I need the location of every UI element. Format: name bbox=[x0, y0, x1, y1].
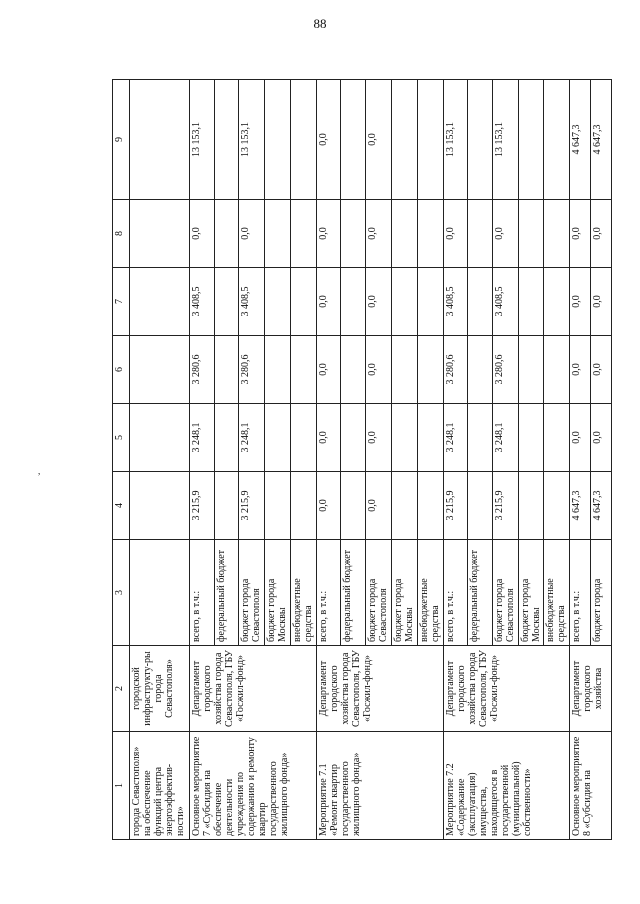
value-cell: 3 408,5 bbox=[443, 268, 467, 336]
value-cell bbox=[130, 336, 190, 404]
value-cell: 4 647,3 bbox=[570, 80, 591, 200]
value-cell bbox=[214, 472, 238, 540]
value-cell: 0,0 bbox=[365, 336, 391, 404]
header-cell: 1 bbox=[113, 732, 130, 840]
value-cell: 0,0 bbox=[591, 404, 612, 472]
value-cell bbox=[544, 404, 570, 472]
funding-source-cell: всего, в т.ч.: bbox=[570, 540, 591, 646]
value-cell bbox=[518, 200, 544, 268]
value-cell bbox=[518, 336, 544, 404]
value-cell bbox=[341, 80, 365, 200]
value-cell bbox=[265, 80, 291, 200]
funding-source-cell: внебюджетные средства bbox=[417, 540, 443, 646]
value-cell: 3 280,6 bbox=[443, 336, 467, 404]
value-cell: 0,0 bbox=[316, 472, 340, 540]
stray-mark: , bbox=[38, 466, 41, 476]
value-cell bbox=[265, 472, 291, 540]
funding-source-cell: всего, в т.ч.: bbox=[316, 540, 340, 646]
funding-source-cell: бюджет города bbox=[591, 540, 612, 646]
value-cell: 0,0 bbox=[591, 336, 612, 404]
value-cell bbox=[417, 336, 443, 404]
funding-source-cell: федеральный бюджет bbox=[468, 540, 492, 646]
funding-source-cell: бюджет города Москвы bbox=[265, 540, 291, 646]
value-cell bbox=[214, 404, 238, 472]
funding-source-cell: бюджет города Москвы bbox=[391, 540, 417, 646]
header-cell: 5 bbox=[113, 404, 130, 472]
value-cell bbox=[214, 200, 238, 268]
value-cell bbox=[468, 80, 492, 200]
value-cell bbox=[417, 80, 443, 200]
value-cell: 0,0 bbox=[239, 200, 265, 268]
value-cell: 0,0 bbox=[570, 200, 591, 268]
value-cell bbox=[391, 404, 417, 472]
value-cell: 0,0 bbox=[570, 404, 591, 472]
value-cell bbox=[544, 336, 570, 404]
value-cell bbox=[544, 472, 570, 540]
value-cell bbox=[468, 472, 492, 540]
rotated-table-container bbox=[112, 80, 612, 840]
value-cell: 3 408,5 bbox=[239, 268, 265, 336]
value-cell bbox=[518, 472, 544, 540]
executor-cell: Департамент городского хозяйства города Севастополя, ГБУ «Госжил-фонд» bbox=[316, 646, 443, 732]
value-cell bbox=[468, 336, 492, 404]
header-cell: 6 bbox=[113, 336, 130, 404]
value-cell bbox=[265, 268, 291, 336]
value-cell bbox=[391, 200, 417, 268]
value-cell bbox=[214, 268, 238, 336]
value-cell bbox=[518, 404, 544, 472]
value-cell bbox=[130, 200, 190, 268]
value-cell: 13 153,1 bbox=[239, 80, 265, 200]
value-cell: 3 215,9 bbox=[190, 472, 214, 540]
executor-cell: Департамент городского хозяйства bbox=[570, 646, 612, 732]
executor-cell: Департамент городского хозяйства города Севастополя, ГБУ «Госжил-фонд» bbox=[190, 646, 317, 732]
value-cell: 0,0 bbox=[591, 268, 612, 336]
value-cell bbox=[544, 200, 570, 268]
value-cell: 13 153,1 bbox=[190, 80, 214, 200]
value-cell bbox=[417, 200, 443, 268]
header-cell: 9 bbox=[113, 80, 130, 200]
value-cell bbox=[341, 336, 365, 404]
value-cell: 0,0 bbox=[365, 80, 391, 200]
value-cell: 0,0 bbox=[365, 200, 391, 268]
funding-source-cell: федеральный бюджет bbox=[214, 540, 238, 646]
value-cell bbox=[214, 336, 238, 404]
value-cell bbox=[290, 336, 316, 404]
value-cell: 3 215,9 bbox=[492, 472, 518, 540]
page-number: 88 bbox=[313, 16, 327, 31]
value-cell bbox=[265, 404, 291, 472]
value-cell bbox=[468, 404, 492, 472]
value-cell: 3 215,9 bbox=[239, 472, 265, 540]
table-row bbox=[316, 80, 340, 840]
value-cell bbox=[468, 200, 492, 268]
value-cell: 3 408,5 bbox=[492, 268, 518, 336]
value-cell: 0,0 bbox=[591, 200, 612, 268]
header-cell: 2 bbox=[113, 646, 130, 732]
funding-source-cell: всего, в т.ч.: bbox=[190, 540, 214, 646]
value-cell bbox=[544, 80, 570, 200]
funding-source-cell: бюджет города Москвы bbox=[518, 540, 544, 646]
value-cell bbox=[417, 268, 443, 336]
value-cell: 0,0 bbox=[365, 404, 391, 472]
value-cell: 3 248,1 bbox=[492, 404, 518, 472]
value-cell bbox=[341, 268, 365, 336]
value-cell bbox=[341, 404, 365, 472]
value-cell bbox=[518, 80, 544, 200]
funding-source-cell: всего, в т.ч.: bbox=[443, 540, 467, 646]
value-cell bbox=[391, 268, 417, 336]
funding-source-cell: внебюджетные средства bbox=[290, 540, 316, 646]
program-name-cell: Мероприятие 7.2 «Содержание (эксплуатация) имущества, находящегося в государственной (муниципальной) собственности» bbox=[443, 732, 570, 840]
value-cell bbox=[518, 268, 544, 336]
value-cell bbox=[290, 200, 316, 268]
value-cell: 0,0 bbox=[492, 200, 518, 268]
value-cell: 0,0 bbox=[570, 336, 591, 404]
value-cell bbox=[341, 200, 365, 268]
value-cell bbox=[391, 336, 417, 404]
value-cell: 3 280,6 bbox=[239, 336, 265, 404]
value-cell: 0,0 bbox=[190, 200, 214, 268]
value-cell: 3 248,1 bbox=[443, 404, 467, 472]
value-cell: 0,0 bbox=[316, 404, 340, 472]
value-cell bbox=[544, 268, 570, 336]
table-row bbox=[570, 80, 591, 840]
value-cell bbox=[130, 404, 190, 472]
value-cell bbox=[265, 336, 291, 404]
value-cell: 0,0 bbox=[316, 200, 340, 268]
program-name-cell: Основное мероприятие 7 «Субсидия на обеспечение деятельности учреждения по содержанию и ремонту квартир государственного жилищного фонда» bbox=[190, 732, 317, 840]
program-name-cell: города Севастополя» на обеспечение функций центра энергоэффектив-ности» bbox=[130, 732, 190, 840]
executor-cell: городской инфраструкту-ры города Севастополя» bbox=[130, 646, 190, 732]
value-cell bbox=[341, 472, 365, 540]
budget-table bbox=[112, 79, 612, 840]
value-cell: 0,0 bbox=[365, 268, 391, 336]
funding-source-cell: внебюджетные средства bbox=[544, 540, 570, 646]
value-cell: 0,0 bbox=[443, 200, 467, 268]
value-cell bbox=[391, 472, 417, 540]
value-cell: 13 153,1 bbox=[443, 80, 467, 200]
header-cell: 4 bbox=[113, 472, 130, 540]
table-body bbox=[130, 80, 612, 840]
value-cell bbox=[130, 80, 190, 200]
value-cell bbox=[417, 472, 443, 540]
value-cell: 4 647,3 bbox=[570, 472, 591, 540]
header-cell: 3 bbox=[113, 540, 130, 646]
funding-source-cell bbox=[130, 540, 190, 646]
value-cell bbox=[468, 268, 492, 336]
funding-source-cell: бюджет города Севастополя bbox=[239, 540, 265, 646]
program-name-cell: Основное мероприятие 8 «Субсидия на bbox=[570, 732, 612, 840]
value-cell bbox=[265, 200, 291, 268]
value-cell: 13 153,1 bbox=[492, 80, 518, 200]
value-cell bbox=[417, 404, 443, 472]
executor-cell: Департамент городского хозяйства города Севастополя, ГБУ «Госжил-фонд» bbox=[443, 646, 570, 732]
value-cell: 3 248,1 bbox=[239, 404, 265, 472]
value-cell bbox=[290, 268, 316, 336]
value-cell: 0,0 bbox=[316, 336, 340, 404]
value-cell bbox=[290, 80, 316, 200]
value-cell: 4 647,3 bbox=[591, 472, 612, 540]
value-cell: 3 248,1 bbox=[190, 404, 214, 472]
header-cell: 8 bbox=[113, 200, 130, 268]
funding-source-cell: бюджет города Севастополя bbox=[492, 540, 518, 646]
value-cell: 3 408,5 bbox=[190, 268, 214, 336]
value-cell: 3 215,9 bbox=[443, 472, 467, 540]
header-cell: 7 bbox=[113, 268, 130, 336]
value-cell bbox=[290, 404, 316, 472]
value-cell: 3 280,6 bbox=[190, 336, 214, 404]
value-cell: 0,0 bbox=[316, 80, 340, 200]
value-cell: 0,0 bbox=[316, 268, 340, 336]
value-cell: 3 280,6 bbox=[492, 336, 518, 404]
value-cell: 4 647,3 bbox=[591, 80, 612, 200]
table-row bbox=[443, 80, 467, 840]
table-row bbox=[190, 80, 214, 840]
table-row bbox=[130, 80, 190, 840]
value-cell bbox=[130, 472, 190, 540]
value-cell bbox=[214, 80, 238, 200]
funding-source-cell: бюджет города Севастополя bbox=[365, 540, 391, 646]
value-cell: 0,0 bbox=[570, 268, 591, 336]
value-cell bbox=[130, 268, 190, 336]
value-cell bbox=[290, 472, 316, 540]
value-cell bbox=[391, 80, 417, 200]
program-name-cell: Мероприятие 7.1 «Ремонт квартир государственного жилищного фонда» bbox=[316, 732, 443, 840]
header-row bbox=[113, 80, 130, 840]
funding-source-cell: федеральный бюджет bbox=[341, 540, 365, 646]
value-cell: 0,0 bbox=[365, 472, 391, 540]
